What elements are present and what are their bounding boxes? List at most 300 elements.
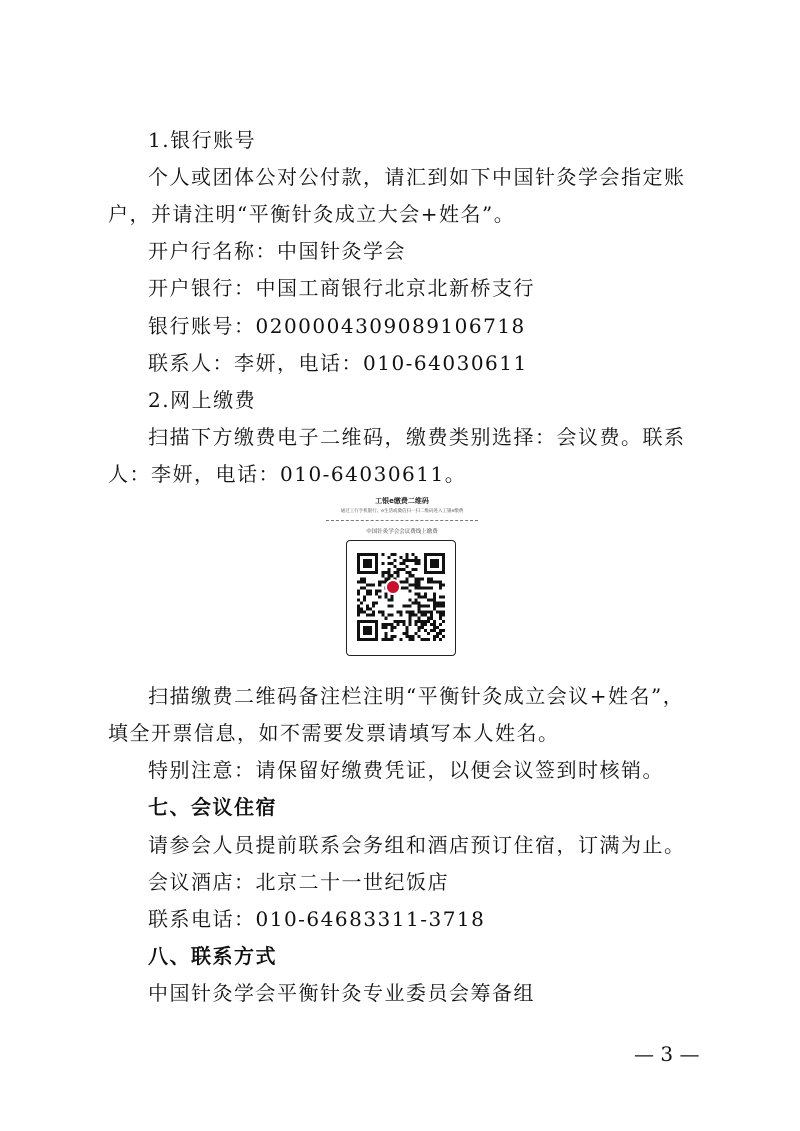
qr-module bbox=[427, 632, 430, 635]
qr-note-line-1: 扫描缴费二维码备注栏注明“平衡针灸成立会议+姓名”， bbox=[148, 684, 685, 708]
qr-module bbox=[442, 602, 445, 605]
qr-module bbox=[418, 605, 421, 608]
qr-module bbox=[421, 577, 424, 580]
qr-module bbox=[403, 623, 406, 626]
qr-module bbox=[369, 614, 372, 617]
qr-module bbox=[387, 562, 390, 565]
qr-module bbox=[393, 571, 396, 574]
qr-module bbox=[439, 623, 442, 626]
qr-module bbox=[393, 635, 396, 638]
qr-module bbox=[415, 583, 418, 586]
qr-module bbox=[427, 638, 430, 641]
qr-module bbox=[406, 626, 409, 629]
qr-module bbox=[415, 632, 418, 635]
qr-module bbox=[403, 568, 406, 571]
qr-module bbox=[430, 577, 433, 580]
qr-module bbox=[360, 586, 363, 589]
qr-module bbox=[439, 602, 442, 605]
qr-module bbox=[375, 629, 378, 632]
qr-module bbox=[439, 632, 442, 635]
qr-module bbox=[390, 629, 393, 632]
qr-module bbox=[409, 605, 412, 608]
qr-module bbox=[430, 614, 433, 617]
qr-module bbox=[363, 620, 366, 623]
qr-module bbox=[390, 595, 393, 598]
qr-module bbox=[433, 599, 436, 602]
qr-module bbox=[363, 571, 366, 574]
qr-module bbox=[412, 611, 415, 614]
qr-module bbox=[372, 620, 375, 623]
qr-module bbox=[369, 571, 372, 574]
qr-module bbox=[369, 638, 372, 641]
qr-module bbox=[375, 592, 378, 595]
qr-module bbox=[360, 602, 363, 605]
qr-module bbox=[442, 629, 445, 632]
qr-module bbox=[409, 638, 412, 641]
qr-module bbox=[406, 559, 409, 562]
qr-module bbox=[412, 583, 415, 586]
qr-module bbox=[369, 565, 372, 568]
qr-module bbox=[424, 556, 427, 559]
qr-module bbox=[436, 559, 439, 562]
qr-module bbox=[433, 620, 436, 623]
qr-module bbox=[366, 589, 369, 592]
qr-module bbox=[442, 595, 445, 598]
qr-module bbox=[412, 559, 415, 562]
qr-module bbox=[357, 592, 360, 595]
contact-organization: 中国针灸学会平衡针灸专业委员会筹备组 bbox=[148, 981, 535, 1005]
qr-module bbox=[375, 623, 378, 626]
qr-module bbox=[399, 556, 402, 559]
qr-module bbox=[384, 635, 387, 638]
qr-module bbox=[384, 623, 387, 626]
account-name: 开户行名称：中国针灸学会 bbox=[148, 239, 406, 263]
qr-module bbox=[381, 623, 384, 626]
qr-module bbox=[378, 583, 381, 586]
qr-module bbox=[375, 602, 378, 605]
qr-module bbox=[369, 626, 372, 629]
qr-module bbox=[439, 605, 442, 608]
qr-module bbox=[399, 562, 402, 565]
contact-heading: 八、联系方式 bbox=[148, 944, 277, 968]
qr-module bbox=[390, 623, 393, 626]
qr-module bbox=[427, 605, 430, 608]
qr-module bbox=[433, 571, 436, 574]
qr-module bbox=[375, 632, 378, 635]
qr-module bbox=[415, 568, 418, 571]
qr-module bbox=[436, 632, 439, 635]
qr-module bbox=[424, 553, 427, 556]
qr-module bbox=[375, 571, 378, 574]
qr-module bbox=[424, 571, 427, 574]
qr-module bbox=[412, 614, 415, 617]
qr-module bbox=[418, 559, 421, 562]
qr-module bbox=[409, 583, 412, 586]
qr-module bbox=[366, 608, 369, 611]
qr-module bbox=[366, 583, 369, 586]
qr-module bbox=[357, 559, 360, 562]
qr-module bbox=[369, 632, 372, 635]
qr-module bbox=[357, 623, 360, 626]
qr-module bbox=[381, 611, 384, 614]
qr-module bbox=[369, 629, 372, 632]
qr-module bbox=[403, 580, 406, 583]
qr-module bbox=[433, 562, 436, 565]
qr-module bbox=[439, 629, 442, 632]
qr-module bbox=[430, 580, 433, 583]
qr-module bbox=[363, 562, 366, 565]
qr-module bbox=[360, 553, 363, 556]
qr-module bbox=[378, 589, 381, 592]
qr-module bbox=[369, 620, 372, 623]
bank-intro-line-2: 户，并请注明“平衡针灸成立大会+姓名”。 bbox=[108, 202, 516, 226]
qr-module bbox=[442, 565, 445, 568]
qr-module bbox=[387, 556, 390, 559]
qr-module bbox=[421, 620, 424, 623]
qr-module bbox=[363, 638, 366, 641]
qr-module bbox=[381, 571, 384, 574]
qr-module bbox=[418, 583, 421, 586]
qr-module bbox=[366, 562, 369, 565]
qr-module bbox=[366, 553, 369, 556]
qr-module bbox=[403, 632, 406, 635]
qr-code-icon[interactable] bbox=[357, 553, 445, 641]
qr-module bbox=[360, 638, 363, 641]
qr-payment-card bbox=[322, 494, 482, 662]
qr-module bbox=[436, 605, 439, 608]
qr-module bbox=[415, 623, 418, 626]
qr-module bbox=[409, 599, 412, 602]
qr-module bbox=[424, 638, 427, 641]
qr-module bbox=[375, 620, 378, 623]
qr-module bbox=[433, 635, 436, 638]
qr-module bbox=[433, 595, 436, 598]
qr-module bbox=[357, 589, 360, 592]
qr-module bbox=[436, 565, 439, 568]
qr-module bbox=[390, 614, 393, 617]
qr-card-divider bbox=[326, 520, 478, 521]
qr-module bbox=[418, 629, 421, 632]
qr-module bbox=[427, 577, 430, 580]
qr-module bbox=[390, 562, 393, 565]
qr-module bbox=[378, 611, 381, 614]
qr-module bbox=[424, 568, 427, 571]
qr-module bbox=[415, 614, 418, 617]
qr-module bbox=[436, 562, 439, 565]
qr-module bbox=[360, 571, 363, 574]
qr-module bbox=[378, 595, 381, 598]
bank-intro-line-1: 个人或团体公对公付款，请汇到如下中国针灸学会指定账 bbox=[148, 165, 686, 189]
qr-module bbox=[363, 580, 366, 583]
qr-module bbox=[357, 629, 360, 632]
qr-module bbox=[424, 559, 427, 562]
qr-module bbox=[372, 553, 375, 556]
qr-module bbox=[424, 605, 427, 608]
qr-module bbox=[409, 617, 412, 620]
qr-module bbox=[436, 602, 439, 605]
qr-module bbox=[412, 574, 415, 577]
qr-module bbox=[375, 556, 378, 559]
online-payment-line-1: 扫描下方缴费电子二维码，缴费类别选择：会议费。联系 bbox=[148, 425, 686, 449]
qr-module bbox=[396, 571, 399, 574]
qr-module bbox=[390, 638, 393, 641]
qr-module bbox=[390, 626, 393, 629]
qr-module bbox=[424, 629, 427, 632]
qr-module bbox=[369, 608, 372, 611]
qr-module bbox=[381, 638, 384, 641]
qr-module bbox=[418, 608, 421, 611]
qr-module bbox=[390, 605, 393, 608]
qr-module bbox=[369, 589, 372, 592]
qr-module bbox=[433, 623, 436, 626]
qr-module bbox=[384, 617, 387, 620]
qr-module bbox=[406, 580, 409, 583]
qr-card-subtitle: 通过工行手机银行、e生活或微信扫一扫二维码进入工银e缴费 bbox=[340, 509, 464, 514]
qr-module bbox=[412, 635, 415, 638]
qr-module bbox=[357, 565, 360, 568]
qr-module bbox=[366, 614, 369, 617]
qr-module bbox=[427, 571, 430, 574]
qr-module bbox=[381, 580, 384, 583]
qr-module bbox=[409, 620, 412, 623]
qr-module bbox=[427, 617, 430, 620]
qr-module bbox=[418, 617, 421, 620]
qr-module bbox=[415, 562, 418, 565]
qr-module bbox=[363, 553, 366, 556]
qr-module bbox=[439, 617, 442, 620]
qr-module bbox=[433, 626, 436, 629]
bank-account-heading: 1.银行账号 bbox=[148, 128, 257, 152]
bank-logo-icon bbox=[385, 579, 401, 595]
qr-module bbox=[430, 599, 433, 602]
qr-module bbox=[424, 586, 427, 589]
qr-module bbox=[396, 620, 399, 623]
qr-module bbox=[439, 553, 442, 556]
qr-module bbox=[363, 586, 366, 589]
qr-module bbox=[366, 571, 369, 574]
qr-module bbox=[436, 571, 439, 574]
qr-module bbox=[442, 635, 445, 638]
qr-module bbox=[415, 620, 418, 623]
qr-module bbox=[424, 592, 427, 595]
qr-module bbox=[424, 595, 427, 598]
qr-module bbox=[442, 556, 445, 559]
qr-module bbox=[390, 599, 393, 602]
qr-module bbox=[427, 620, 430, 623]
qr-module bbox=[399, 620, 402, 623]
qr-module bbox=[384, 632, 387, 635]
lodging-line-1: 请参会人员提前联系会务组和酒店预订住宿，订满为止。 bbox=[148, 833, 686, 857]
qr-module bbox=[363, 577, 366, 580]
qr-module bbox=[390, 574, 393, 577]
qr-module bbox=[418, 602, 421, 605]
qr-module bbox=[409, 611, 412, 614]
qr-module bbox=[384, 577, 387, 580]
qr-module bbox=[393, 620, 396, 623]
qr-module bbox=[442, 583, 445, 586]
qr-module bbox=[409, 559, 412, 562]
qr-module bbox=[406, 577, 409, 580]
qr-module bbox=[406, 629, 409, 632]
qr-module bbox=[430, 553, 433, 556]
qr-module bbox=[433, 638, 436, 641]
qr-module bbox=[399, 614, 402, 617]
qr-module bbox=[357, 571, 360, 574]
qr-module bbox=[363, 626, 366, 629]
qr-module bbox=[375, 559, 378, 562]
qr-module bbox=[381, 626, 384, 629]
qr-module bbox=[375, 553, 378, 556]
lodging-heading: 七、会议住宿 bbox=[148, 795, 277, 819]
qr-module bbox=[375, 635, 378, 638]
qr-module bbox=[436, 626, 439, 629]
page-number: — 3 — bbox=[634, 1042, 700, 1066]
qr-module bbox=[442, 568, 445, 571]
qr-module bbox=[396, 611, 399, 614]
qr-module bbox=[439, 571, 442, 574]
qr-module bbox=[375, 626, 378, 629]
qr-module bbox=[415, 577, 418, 580]
qr-module bbox=[360, 608, 363, 611]
qr-module bbox=[433, 602, 436, 605]
qr-module bbox=[403, 562, 406, 565]
qr-module bbox=[424, 611, 427, 614]
qr-module bbox=[418, 580, 421, 583]
qr-card-caption: 中国针灸学会会议费线上缴费 bbox=[366, 529, 438, 535]
qr-module bbox=[412, 602, 415, 605]
qr-module bbox=[418, 620, 421, 623]
qr-module bbox=[366, 626, 369, 629]
qr-module bbox=[418, 635, 421, 638]
qr-card-title: 工银e缴费二维码 bbox=[375, 497, 429, 505]
qr-module bbox=[372, 638, 375, 641]
qr-module bbox=[412, 553, 415, 556]
qr-module bbox=[363, 565, 366, 568]
qr-module bbox=[430, 617, 433, 620]
qr-module bbox=[375, 562, 378, 565]
qr-module bbox=[418, 577, 421, 580]
qr-module bbox=[442, 614, 445, 617]
qr-module bbox=[418, 562, 421, 565]
qr-module bbox=[381, 562, 384, 565]
qr-module bbox=[424, 565, 427, 568]
hotel-phone: 联系电话：010-64683311-3718 bbox=[148, 907, 486, 931]
qr-module bbox=[396, 623, 399, 626]
qr-module bbox=[409, 635, 412, 638]
qr-module bbox=[442, 571, 445, 574]
qr-module bbox=[421, 595, 424, 598]
qr-module bbox=[387, 614, 390, 617]
qr-module bbox=[357, 556, 360, 559]
qr-module bbox=[427, 586, 430, 589]
qr-module bbox=[381, 574, 384, 577]
qr-module bbox=[439, 586, 442, 589]
qr-module bbox=[427, 580, 430, 583]
qr-module bbox=[421, 611, 424, 614]
qr-module bbox=[357, 638, 360, 641]
qr-module bbox=[403, 586, 406, 589]
qr-module bbox=[406, 586, 409, 589]
qr-module bbox=[421, 638, 424, 641]
qr-module bbox=[357, 553, 360, 556]
qr-module bbox=[439, 638, 442, 641]
qr-module bbox=[415, 556, 418, 559]
qr-module bbox=[366, 620, 369, 623]
qr-module bbox=[418, 626, 421, 629]
qr-module bbox=[387, 568, 390, 571]
qr-module bbox=[357, 562, 360, 565]
qr-module bbox=[366, 592, 369, 595]
qr-module bbox=[387, 605, 390, 608]
qr-module bbox=[439, 595, 442, 598]
qr-module bbox=[357, 568, 360, 571]
hotel-name: 会议酒店：北京二十一世纪饭店 bbox=[148, 870, 449, 894]
qr-module bbox=[439, 583, 442, 586]
qr-module bbox=[439, 611, 442, 614]
qr-module bbox=[399, 611, 402, 614]
qr-module bbox=[369, 553, 372, 556]
qr-module bbox=[418, 595, 421, 598]
qr-module bbox=[427, 611, 430, 614]
qr-module bbox=[415, 602, 418, 605]
qr-module bbox=[393, 553, 396, 556]
qr-module bbox=[396, 568, 399, 571]
qr-module bbox=[366, 565, 369, 568]
qr-module bbox=[357, 626, 360, 629]
qr-module bbox=[375, 568, 378, 571]
qr-module bbox=[427, 599, 430, 602]
qr-module bbox=[403, 605, 406, 608]
qr-module bbox=[357, 614, 360, 617]
qr-module bbox=[375, 565, 378, 568]
qr-module bbox=[406, 605, 409, 608]
qr-module bbox=[387, 574, 390, 577]
bank-contact: 联系人：李妍，电话：010-64030611 bbox=[148, 351, 528, 375]
qr-module bbox=[363, 632, 366, 635]
qr-module bbox=[406, 565, 409, 568]
qr-module bbox=[430, 562, 433, 565]
qr-module bbox=[418, 611, 421, 614]
qr-module bbox=[387, 571, 390, 574]
qr-module bbox=[375, 638, 378, 641]
qr-module bbox=[387, 623, 390, 626]
qr-module bbox=[384, 595, 387, 598]
qr-module bbox=[430, 586, 433, 589]
qr-module bbox=[396, 574, 399, 577]
qr-module bbox=[433, 559, 436, 562]
qr-module bbox=[436, 635, 439, 638]
qr-module bbox=[433, 608, 436, 611]
qr-module bbox=[366, 605, 369, 608]
qr-module bbox=[439, 580, 442, 583]
qr-module bbox=[384, 638, 387, 641]
qr-module bbox=[357, 605, 360, 608]
qr-module bbox=[433, 629, 436, 632]
qr-module bbox=[430, 611, 433, 614]
qr-module bbox=[403, 620, 406, 623]
qr-module bbox=[415, 592, 418, 595]
special-note: 特别注意：请保留好缴费凭证，以便会议签到时核销。 bbox=[148, 758, 664, 782]
qr-module bbox=[363, 611, 366, 614]
qr-module bbox=[406, 571, 409, 574]
qr-module bbox=[369, 583, 372, 586]
qr-module bbox=[399, 568, 402, 571]
qr-module bbox=[412, 568, 415, 571]
qr-module bbox=[372, 602, 375, 605]
qr-module bbox=[406, 556, 409, 559]
qr-module bbox=[433, 553, 436, 556]
qr-module bbox=[436, 553, 439, 556]
